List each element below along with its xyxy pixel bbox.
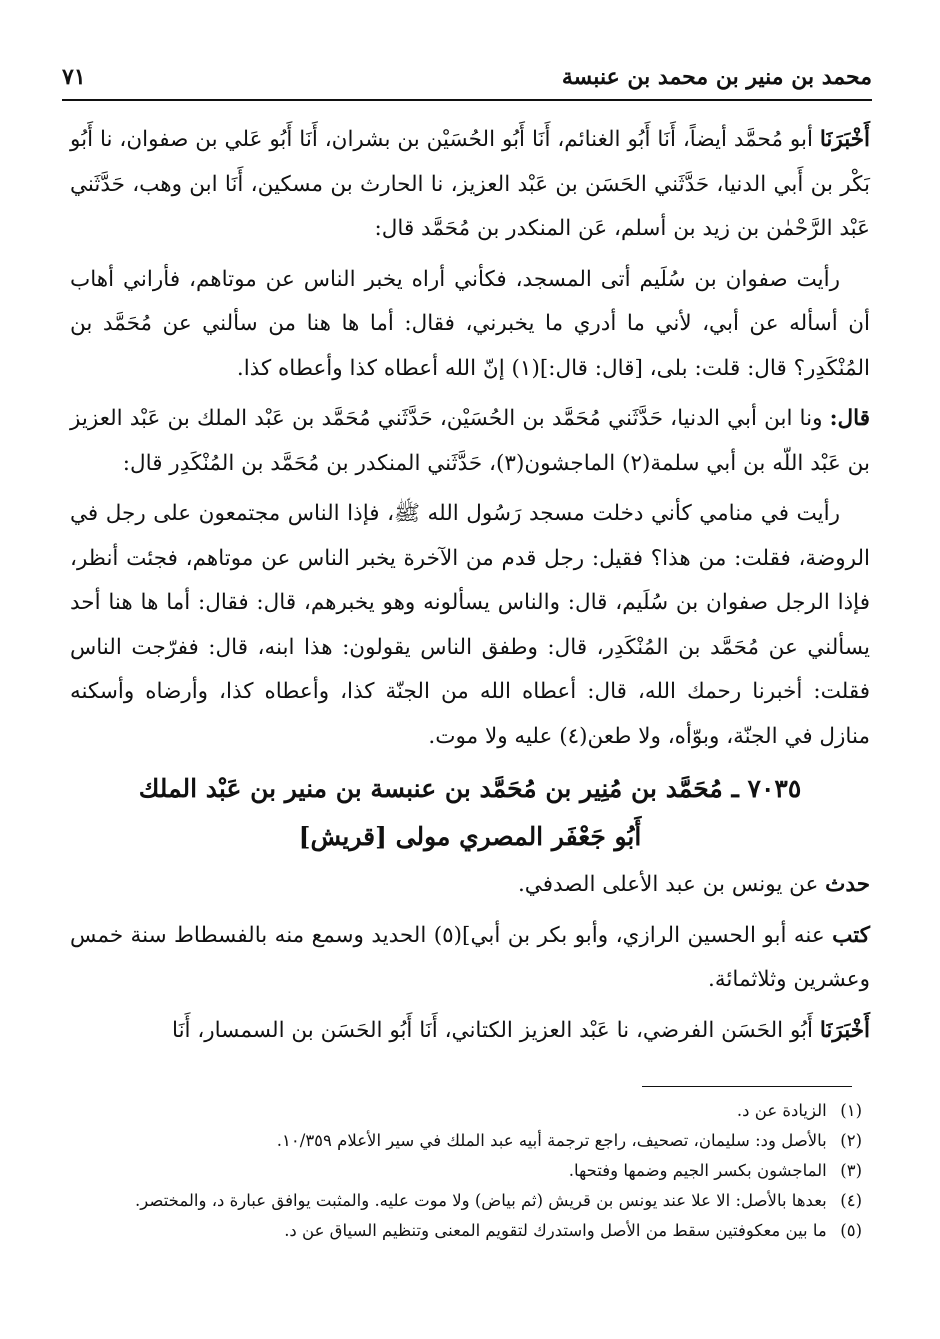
paragraph-text: عن يونس بن عبد الأعلى الصدفي. [517,872,826,897]
paragraph-isnad-3 [70,1009,870,1054]
paragraph-text: رأيت في منامي كأني دخلت مسجد رَسُول الله ﷺ، فإذا الناس مجتمعون على رجل في الروضة، فقلت: من هذا؟ فقيل: رجل قدم من الآخرة يخبر الناس عن موتاهم، فجئت أنظر، فإذا الرجل صفوان بن سُلَيم، قال: والناس يسألونه وهو يخبرهم، قال: فقال: أما ها هنا أحد يسألني عن مُحَمَّد بن المُنْكَدِر، قال: وطفق الناس يقولون: هذا ابنه، قال: ففرّجت الناس فقلت: أخبرنا رحمك الله، قال: أعطاه الله من الجنّة كذا، وأعطاه كذا، وأرضاه وأسكنه منازل في الجنّة، وبوّأه، ولا طعن(٤) عليه ولا موت. [70,501,870,749]
footnote [70,1126,870,1156]
footnote-number: (١) [840,1101,862,1120]
paragraph-text: ونا ابن أبي الدنيا، حَدَّثَني مُحَمَّد بن الحُسَيْن، حَدَّثَني مُحَمَّد بن عَبْد الملك بن عَبْد العزيز بن عَبْد اللّه بن أبي سلمة(٢) الماجشون(٣)، حَدَّثَني المنكدر بن مُحَمَّد بن المُنْكَدِر قال: [70,406,870,476]
paragraph-lead-word: قال: [829,406,870,431]
paragraph-lead-word: أَخْبَرَنَا [819,127,870,152]
footnote-text: بالأصل ود: سليمان، تصحيف، راجع ترجمة أبيه عبد الملك في سير الأعلام ١٠/٣٥٩. [276,1131,827,1150]
footnote [70,1156,870,1186]
entry-heading-line-2: أَبُو جَعْفَر المصري مولى [قريش] [298,822,642,851]
paragraph-text: أبو مُحمَّد أيضاً، أَنَا أَبُو الغنائم، أَنَا أَبُو الحُسَيْن بن بشران، أَنَا أَبُو عَلي بن صفوان، نا أَبُو بَكْر بن أَبي الدنيا، حَدَّثَني الحَسَن بن عَبْد العزيز، نا الحارث بن مسكين، أَنَا ابن وهب، حَدَّثَني عَبْد الرَّحْمٰن بن زيد بن أسلم، عَن المنكدر بن مُحَمَّد قال: [70,127,870,241]
footnote-number: (٢) [840,1131,862,1150]
paragraph-lead-word: كتب [832,922,870,948]
footnote-number: (٥) [840,1221,862,1240]
paragraph-narration-2 [70,492,870,759]
entry-heading [70,765,870,861]
footnote-text: الماجشون بكسر الجيم وضمها وفتحها. [568,1161,827,1180]
paragraph-entry-narrated [70,863,870,908]
paragraph-lead-word: حدث [825,872,870,897]
page-number: ٧١ [62,64,86,90]
footnote [70,1186,870,1216]
footnote-text: ما بين معكوفتين سقط من الأصل واستدرك لتقويم المعنى وتنظيم السياق عن د. [284,1221,827,1240]
running-header [62,60,872,94]
footnote [70,1096,870,1126]
main-text [70,118,870,1059]
footnote-text: الزيادة عن د. [736,1101,827,1120]
paragraph-entry-written [70,914,870,1003]
footnote-text: بعدها بالأصل: الا علا عند يونس بن قريش (ثم بياض) ولا موت عليه. والمثبت يوافق عبارة د، والمختصر. [135,1191,827,1210]
paragraph-text: عنه أبو الحسين الرازي، وأبو بكر بن أبي](٥) الحديد وسمع منه بالفسطاط سنة خمس وعشرين وثلاثمائة. [70,922,870,992]
entry-heading-line-1: ٧٠٣٥ ـ مُحَمَّد بن مُنِير بن مُحَمَّد بن عنبسة بن منير بن عَبْد الملك [138,774,802,803]
footnotes [70,1096,870,1246]
footnote-number: (٤) [840,1191,862,1210]
paragraph-isnad-2 [70,397,870,486]
header-rule [62,99,872,101]
paragraph-isnad-1 [70,118,870,252]
footnote-number: (٣) [840,1161,862,1180]
footnote [70,1216,870,1246]
running-title: محمد بن منير بن محمد بن عنبسة [561,64,872,90]
paragraph-lead-word: أَخْبَرَنَا [819,1017,870,1043]
paragraph-narration-1 [70,258,870,392]
footnote-rule [642,1086,852,1087]
paragraph-text: رأيت صفوان بن سُلَيم أتى المسجد، فكأني أراه يخبر الناس عن موتاهم، فأراني أهاب أن أسأله عن أبي، لأني ما أدري ما يخبرني، فقال: أما ها هنا من سألني عن مُحَمَّد بن المُنْكَدِر؟ قال: قلت: بلى، [قال: قال:](١) إنّ الله أعطاه كذا وأعطاه كذا. [70,266,870,381]
paragraph-text: أَبُو الحَسَن الفرضي، نا عَبْد العزيز الكتاني، أَنَا أَبُو الحَسَن بن السمسار، أَنَا [172,1017,820,1043]
